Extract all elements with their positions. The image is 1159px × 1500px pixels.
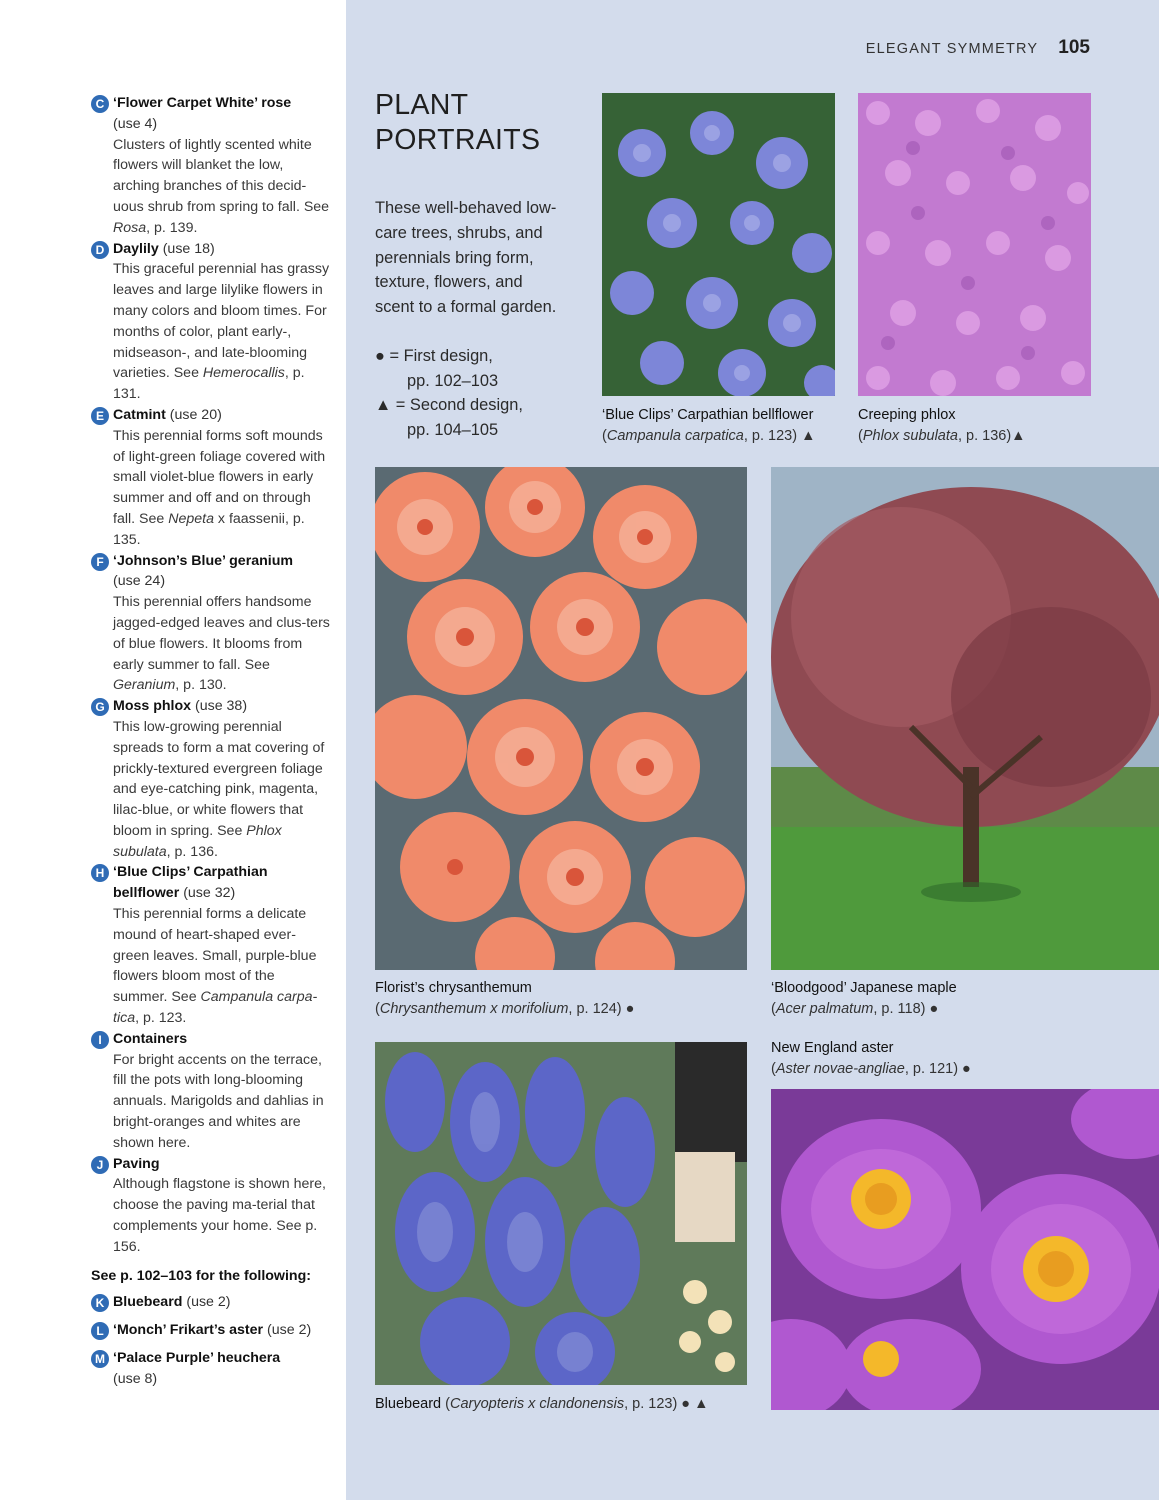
plant-name: ‘Palace Purple’ heuchera [113,1350,281,1367]
list-item [91,1348,331,1390]
plant-name: ‘Flower Carpet White’ rose [113,95,292,111]
letter-badge: H [91,864,109,882]
letter-badge: K [91,1294,109,1312]
letter-badge: G [91,698,109,716]
list-item [91,1320,331,1341]
list-item [91,1292,331,1313]
plant-name: Paving [113,1155,160,1172]
maple-photo [771,467,1159,970]
bluebeard-caption: Bluebeard (Caryopteris x clandonensis, p. 123) ● ▲ [375,1396,709,1412]
aster-photo [771,1089,1159,1410]
plant-use: (use 24) [113,573,166,590]
list-item [91,862,331,1028]
plant-name: Bluebeard [113,1294,183,1311]
plant-description: For bright accents on the terrace, fill the pots with long-blooming annuals. Marigolds and dahlias in bright-oranges and whites are shown here. [113,1051,324,1151]
list-item [91,405,331,551]
plant-list [91,93,331,1390]
plant-use: (use 2) [186,1294,231,1311]
portraits-intro: These well-behaved low-care trees, shrubs, and perennials bring form, texture, flowers, and scent to a formal garden. [375,199,557,317]
letter-badge: I [91,1031,109,1049]
plant-use: (use 32) [183,885,236,902]
letter-badge: C [91,95,109,113]
phlox-caption: Creeping phlox (Phlox subulata, p. 136)▲ [858,407,1026,444]
phlox-photo [858,93,1091,396]
plant-use: (use 2) [267,1322,312,1339]
plant-use: (use 4) [113,115,158,132]
maple-caption: ‘Bloodgood’ Japanese maple (Acer palmatum, p. 118) ● [771,980,957,1017]
plant-use: (use 38) [195,698,248,715]
chrysanthemum-caption: Florist’s chrysanthemum (Chrysanthemum x morifolium, p. 124) ● [375,980,635,1017]
letter-badge: F [91,553,109,571]
list-item [91,1154,331,1258]
plant-name: ‘Monch’ Frikart’s aster [113,1322,264,1339]
chrysanthemum-photo [375,467,747,970]
plant-description: This perennial forms soft mounds of light-green foliage covered with small violet-blue flowers in early summer and off and on through fall. See Nepeta x faassenii, p. 135. [113,427,326,548]
page-header [866,37,1090,59]
plant-name: Daylily [113,240,159,257]
list-item [91,696,331,862]
bellflower-caption: ‘Blue Clips’ Carpathian bellflower (Campanula carpatica, p. 123) ▲ [602,407,816,444]
plant-name: ‘Blue Clips’ Carpathian bellflower [113,864,268,902]
plant-description: This perennial forms a delicate mound of heart-shaped ever-green leaves. Small, purple-blue flowers bloom most of the summer. See Campanula carpa-tica, p. 123. [113,906,318,1027]
plant-name: Containers [113,1030,188,1047]
page-number: 105 [1058,37,1090,58]
plant-name: Moss phlox [113,698,192,715]
plant-use: (use 8) [113,1370,158,1387]
letter-badge: D [91,241,109,259]
see-following-heading: See p. 102–103 for the following: [91,1267,311,1284]
list-item [91,551,331,697]
aster-caption: New England aster (Aster novae-angliae, p. 121) ● [771,1040,971,1077]
portraits-title: PLANT PORTRAITS [375,89,541,156]
plant-description: This graceful perennial has grassy leaves and large lilylike flowers in many colors and bloom times. For months of color, plant early-, midseason-, and late-blooming varieties. See Hemerocallis, p. 131. [113,261,330,403]
list-item [91,93,331,239]
plant-description: Although flagstone is shown here, choose the paving ma-terial that complements your home. See p. 156. [113,1176,326,1255]
design-legend: ● = First design, pp. 102–103 ▲ = Second design, pp. 104–105 [375,347,523,440]
plant-description: Clusters of lightly scented white flowers will blanket the low, arching branches of this decid-uous shrub from spring to fall. See Rosa, p. 139. [113,136,330,236]
list-item [91,239,331,405]
plant-name: ‘Johnson’s Blue’ geranium [113,552,294,569]
plant-name: Catmint [113,406,166,423]
letter-badge: M [91,1350,109,1368]
section-title: ELEGANT SYMMETRY [865,41,1039,57]
plant-description: This low-growing perennial spreads to form a mat covering of prickly-textured evergreen foliage and eye-catching pink, magenta, lilac-blue, or white flowers that bloom in spring. See Phlox subulata, p. 136. [113,718,325,860]
bluebeard-photo [375,1042,747,1385]
bellflower-photo [602,93,835,396]
list-item [91,1029,331,1154]
plant-use: (use 18) [162,240,215,257]
plant-use: (use 20) [169,406,222,423]
letter-badge: E [91,407,109,425]
plant-description: This perennial offers handsome jagged-edged leaves and clus-ters of blue flowers. It blooms from early summer to fall. See Geranium, p. 130. [113,594,330,694]
letter-badge: L [91,1322,109,1340]
letter-badge: J [91,1156,109,1174]
